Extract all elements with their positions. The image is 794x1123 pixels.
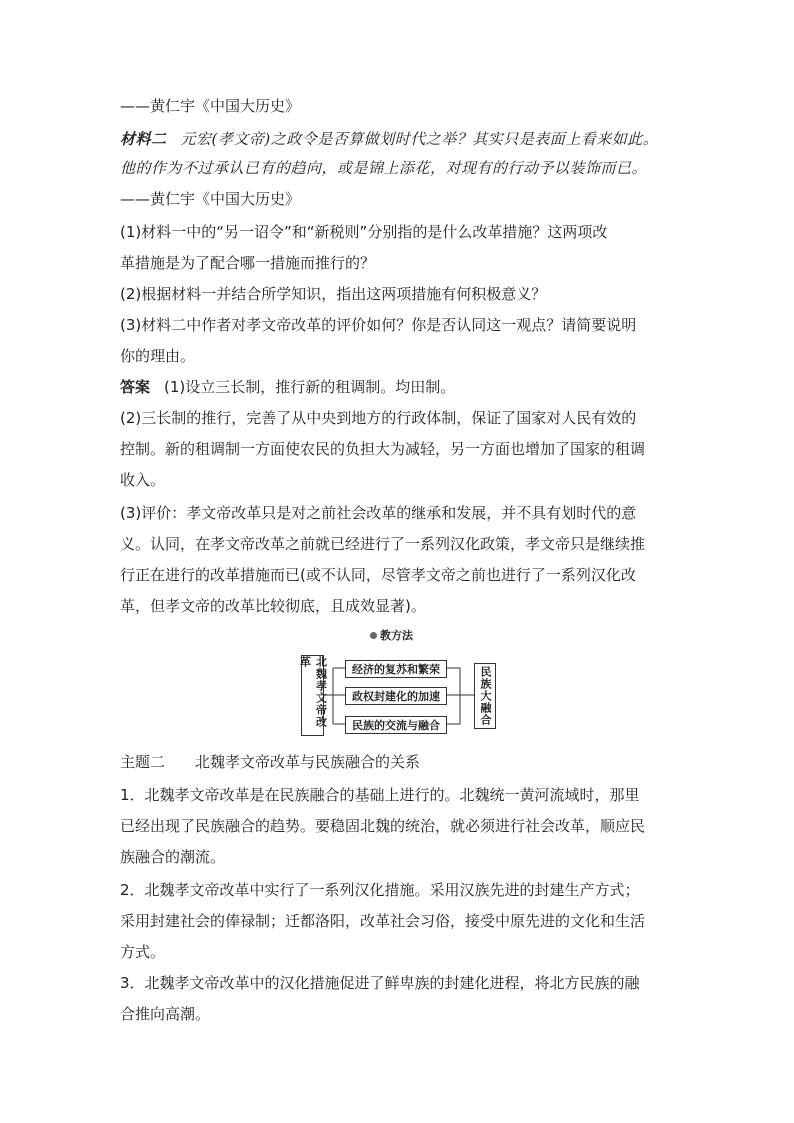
point-2-line-2: 采用封建社会的俸禄制；迁都洛阳，改革社会习俗，接受中原先进的文化和生活 bbox=[120, 912, 646, 930]
diagram-item-economy: 经济的复苏和繁荣 bbox=[345, 660, 447, 678]
point-3-line-1: 3．北魏孝文帝改革中的汉化措施促进了鲜卑族的封建化进程，将北方民族的融 bbox=[120, 974, 640, 992]
diagram-left-box: 北魏孝文帝改革 bbox=[301, 655, 324, 736]
answer-3-line-4: 革，但孝文帝的改革比较彻底，且成效显著)。 bbox=[120, 597, 426, 615]
question-1-line-1: (1)材料一中的“另一诏令”和“新税则”分别指的是什么改革措施？这两项改 bbox=[120, 223, 608, 241]
answer-2-line-1: (2)三长制的推行，完善了从中央到地方的行政体制，保证了国家对人民有效的 bbox=[120, 409, 637, 427]
topic-2-heading bbox=[120, 752, 420, 772]
method-title: 教方法 bbox=[370, 627, 413, 643]
point-1-line-3: 族融合的潮流。 bbox=[120, 848, 226, 866]
answer-3-line-1: (3)评价：孝文帝改革只是对之前社会改革的继承和发展，并不具有划时代的意 bbox=[120, 504, 637, 522]
answer-3-line-3: 行正在进行的改革措施而已(或不认同，尽管孝文帝之前也进行了一系列汉化改 bbox=[120, 566, 636, 584]
material-2-line-2: 他的作为不过承认已有的趋向，或是锦上添花，对现有的行动予以装饰而已。 bbox=[120, 159, 648, 177]
material-2-text: 元宏(孝文帝)之政令是否算做划时代之举？其实只是表面上看来如此。 bbox=[180, 130, 659, 148]
diagram-right-box: 民族大融合 bbox=[474, 663, 496, 729]
answer-label: 答案 bbox=[120, 378, 151, 396]
answer-2-line-2: 控制。新的租调制一方面使农民的负担大为减轻，另一方面也增加了国家的租调 bbox=[120, 440, 646, 458]
question-2: (2)根据材料一并结合所学知识，指出这两项措施有何积极意义？ bbox=[120, 285, 547, 303]
answer-3-line-2: 义。认同，在孝文帝改革之前就已经进行了一系列汉化政策，孝文帝只是继续推 bbox=[120, 535, 646, 553]
diagram-item-exchange: 民族的交流与融合 bbox=[345, 716, 447, 734]
topic-2-label: 主题二 bbox=[120, 753, 166, 771]
diagram-item-feudalization: 政权封建化的加速 bbox=[345, 687, 447, 705]
question-3-line-1: (3)材料二中作者对孝文帝改革的评价如何？你是否认同这一观点？请简要说明 bbox=[120, 316, 637, 334]
topic-2-title: 北魏孝文帝改革与民族融合的关系 bbox=[195, 753, 421, 771]
point-1-line-1: 1．北魏孝文帝改革是在民族融合的基础上进行的。北魏统一黄河流域时，那里 bbox=[120, 786, 640, 804]
material-2-label: 材料二 bbox=[120, 130, 167, 148]
point-1-line-2: 已经出现了民族融合的趋势。要稳固北魏的统治，就必须进行社会改革，顺应民 bbox=[120, 817, 646, 835]
question-1-line-2: 革措施是为了配合哪一措施而推行的？ bbox=[120, 254, 376, 272]
point-2-line-1: 2．北魏孝文帝改革中实行了一系列汉化措施。采用汉族先进的封建生产方式； bbox=[120, 881, 640, 899]
answer-2-line-3: 收入。 bbox=[120, 471, 166, 489]
question-3-line-2: 你的理由。 bbox=[120, 347, 196, 365]
source-citation-1: ——黄仁宇《中国大历史》 bbox=[120, 97, 301, 115]
answer-text: (1)设立三长制，推行新的租调制。均田制。 bbox=[164, 378, 456, 396]
point-3-line-2: 合推向高潮。 bbox=[120, 1005, 211, 1023]
source-citation-2: ——黄仁宇《中国大历史》 bbox=[120, 190, 301, 208]
point-2-line-3: 方式。 bbox=[120, 943, 166, 961]
